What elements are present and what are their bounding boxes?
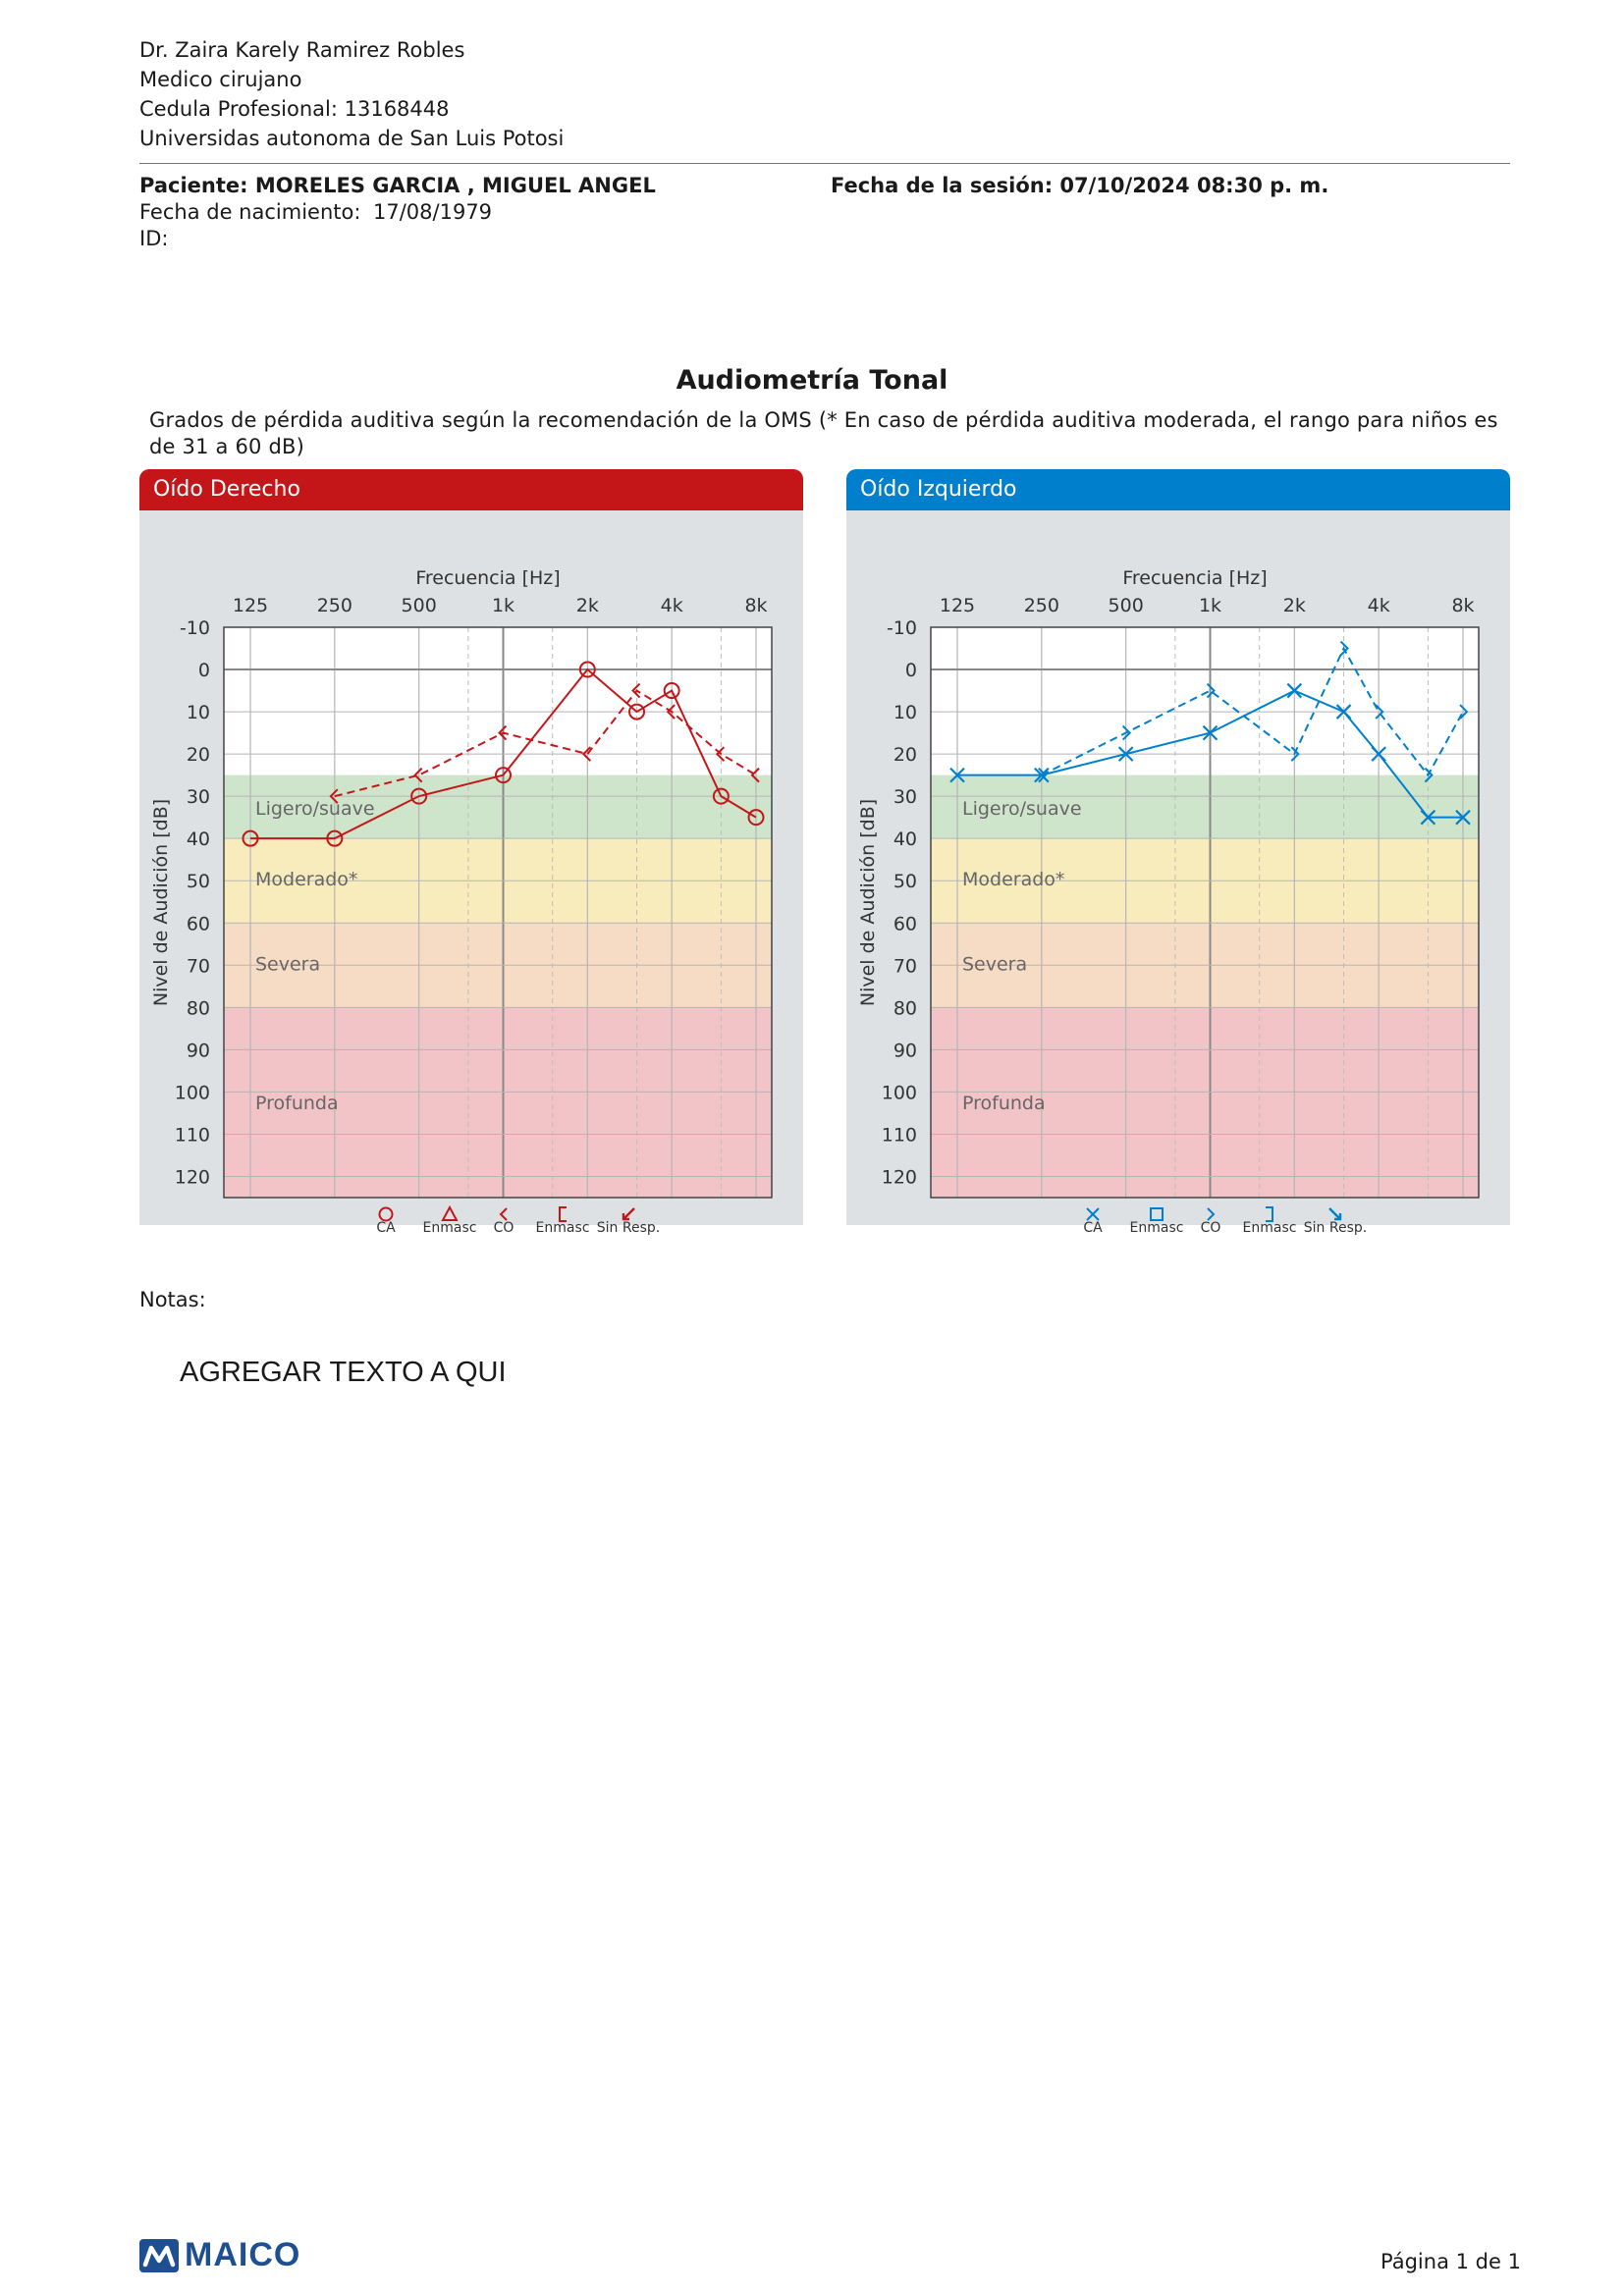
y-tick-label: 120 xyxy=(174,1166,210,1189)
legend-label: Enmasc xyxy=(422,1220,477,1236)
y-tick-label: 30 xyxy=(893,786,917,809)
x-tick-label: 8k xyxy=(1451,595,1475,616)
report-title: Audiometría Tonal xyxy=(676,365,948,396)
legend-co-icon xyxy=(501,1208,507,1220)
y-tick-label: 40 xyxy=(893,828,917,851)
legend-label: Enmasc xyxy=(1129,1220,1184,1236)
legend-masked-co-icon xyxy=(1266,1207,1272,1221)
maico-logo-icon xyxy=(139,2239,179,2272)
legend-label: Sin Resp. xyxy=(1303,1220,1368,1236)
doctor-license: Cedula Profesional: 13168448 xyxy=(139,97,450,121)
notes-label: Notas: xyxy=(139,1288,206,1311)
zone-label: Ligero/suave xyxy=(255,798,375,821)
right-ear-panel xyxy=(139,469,803,1236)
x-tick-label: 125 xyxy=(939,595,976,616)
report-subtitle-line2: de 31 a 60 dB) xyxy=(149,435,304,458)
left-ear-audiogram xyxy=(846,510,1510,1236)
y-tick-label: 20 xyxy=(893,744,917,767)
brand-logo xyxy=(139,2236,300,2274)
y-tick-label: 80 xyxy=(893,997,917,1020)
y-tick-label: 100 xyxy=(174,1082,210,1104)
y-tick-label: 20 xyxy=(186,744,210,767)
legend-no-response-icon xyxy=(623,1208,634,1219)
y-tick-label: 90 xyxy=(893,1040,917,1062)
x-tick-label: 4k xyxy=(660,595,683,616)
patient-name: Paciente: MORELES GARCIA , MIGUEL ANGEL xyxy=(139,174,656,197)
y-tick-label: 60 xyxy=(186,913,210,935)
y-axis-label: Nivel de Audición [dB] xyxy=(150,798,172,1007)
y-tick-label: 90 xyxy=(186,1040,210,1062)
y-axis-label: Nivel de Audición [dB] xyxy=(857,798,879,1007)
right-ear-title: Oído Derecho xyxy=(153,477,300,502)
legend-masked-co-icon xyxy=(560,1207,567,1221)
right-ear-header xyxy=(139,469,803,510)
y-tick-label: 80 xyxy=(186,997,210,1020)
legend-masked-ca-icon xyxy=(1151,1208,1163,1220)
notes-text: AGREGAR TEXTO A QUI xyxy=(180,1357,507,1388)
y-tick-label: 70 xyxy=(186,955,210,978)
zone-label: Profunda xyxy=(255,1092,339,1114)
legend-ca-icon xyxy=(1087,1208,1099,1220)
page-number: Página 1 de 1 xyxy=(1380,2250,1521,2273)
x-tick-label: 1k xyxy=(1198,595,1222,616)
y-tick-label: 50 xyxy=(186,871,210,893)
zone-label: Profunda xyxy=(962,1092,1046,1114)
legend-no-response-icon xyxy=(1329,1208,1340,1219)
y-tick-label: -10 xyxy=(179,617,210,639)
legend-label: Enmasc xyxy=(1242,1220,1297,1236)
legend-label: Sin Resp. xyxy=(596,1220,661,1236)
legend-label: CO xyxy=(1200,1220,1221,1236)
y-tick-label: 110 xyxy=(174,1124,210,1147)
left-ear-title: Oído Izquierdo xyxy=(860,477,1017,502)
report-subtitle-line1: Grados de pérdida auditiva según la recomendación de la OMS (* En caso de pérdida auditiva moderada, el rango para niños es xyxy=(149,408,1498,432)
left-ear-header xyxy=(846,469,1510,510)
legend-label: Enmasc xyxy=(535,1220,590,1236)
brand-name: MAICO xyxy=(185,2236,301,2273)
y-tick-label: 0 xyxy=(197,660,210,682)
x-tick-label: 8k xyxy=(744,595,768,616)
patient-dob-label: Fecha de nacimiento: xyxy=(139,200,361,224)
right-ear-audiogram xyxy=(139,510,803,1236)
x-tick-label: 500 xyxy=(401,595,437,616)
zone-label: Ligero/suave xyxy=(962,798,1082,821)
x-tick-label: 2k xyxy=(1282,595,1306,616)
legend xyxy=(376,1207,660,1236)
y-tick-label: 10 xyxy=(893,702,917,724)
y-tick-label: 40 xyxy=(186,828,210,851)
legend-ca-icon xyxy=(380,1208,393,1221)
y-tick-label: 100 xyxy=(881,1082,917,1104)
x-tick-label: 500 xyxy=(1108,595,1144,616)
y-tick-label: 120 xyxy=(881,1166,917,1189)
y-tick-label: 60 xyxy=(893,913,917,935)
legend-label: CA xyxy=(1083,1220,1103,1236)
y-tick-label: 10 xyxy=(186,702,210,724)
y-tick-label: -10 xyxy=(886,617,917,639)
y-tick-label: 30 xyxy=(186,786,210,809)
zone-label: Moderado* xyxy=(962,869,1065,891)
zone-label: Moderado* xyxy=(255,869,358,891)
legend xyxy=(1083,1207,1367,1236)
legend-masked-ca-icon xyxy=(443,1207,457,1220)
session-date: Fecha de la sesión: 07/10/2024 08:30 p. m. xyxy=(831,174,1329,197)
zone-label: Severa xyxy=(255,953,321,976)
x-tick-label: 250 xyxy=(316,595,352,616)
y-tick-label: 0 xyxy=(904,660,917,682)
x-tick-label: 1k xyxy=(491,595,515,616)
patient-dob-value: 17/08/1979 xyxy=(373,200,493,224)
x-tick-label: 4k xyxy=(1367,595,1390,616)
x-axis-label: Frecuencia [Hz] xyxy=(1122,567,1268,589)
x-tick-label: 250 xyxy=(1023,595,1059,616)
zone-label: Severa xyxy=(962,953,1028,976)
patient-id-label: ID: xyxy=(139,227,169,250)
y-tick-label: 70 xyxy=(893,955,917,978)
legend-co-icon xyxy=(1208,1208,1214,1220)
x-tick-label: 2k xyxy=(575,595,599,616)
legend-label: CA xyxy=(376,1220,396,1236)
x-tick-label: 125 xyxy=(232,595,269,616)
doctor-university: Universidas autonoma de San Luis Potosi xyxy=(139,127,565,150)
doctor-name: Dr. Zaira Karely Ramirez Robles xyxy=(139,38,465,62)
legend-label: CO xyxy=(493,1220,514,1236)
y-tick-label: 50 xyxy=(893,871,917,893)
left-ear-panel xyxy=(846,469,1510,1236)
x-axis-label: Frecuencia [Hz] xyxy=(415,567,561,589)
y-tick-label: 110 xyxy=(881,1124,917,1147)
header-divider xyxy=(139,163,1510,164)
doctor-title: Medico cirujano xyxy=(139,68,302,91)
